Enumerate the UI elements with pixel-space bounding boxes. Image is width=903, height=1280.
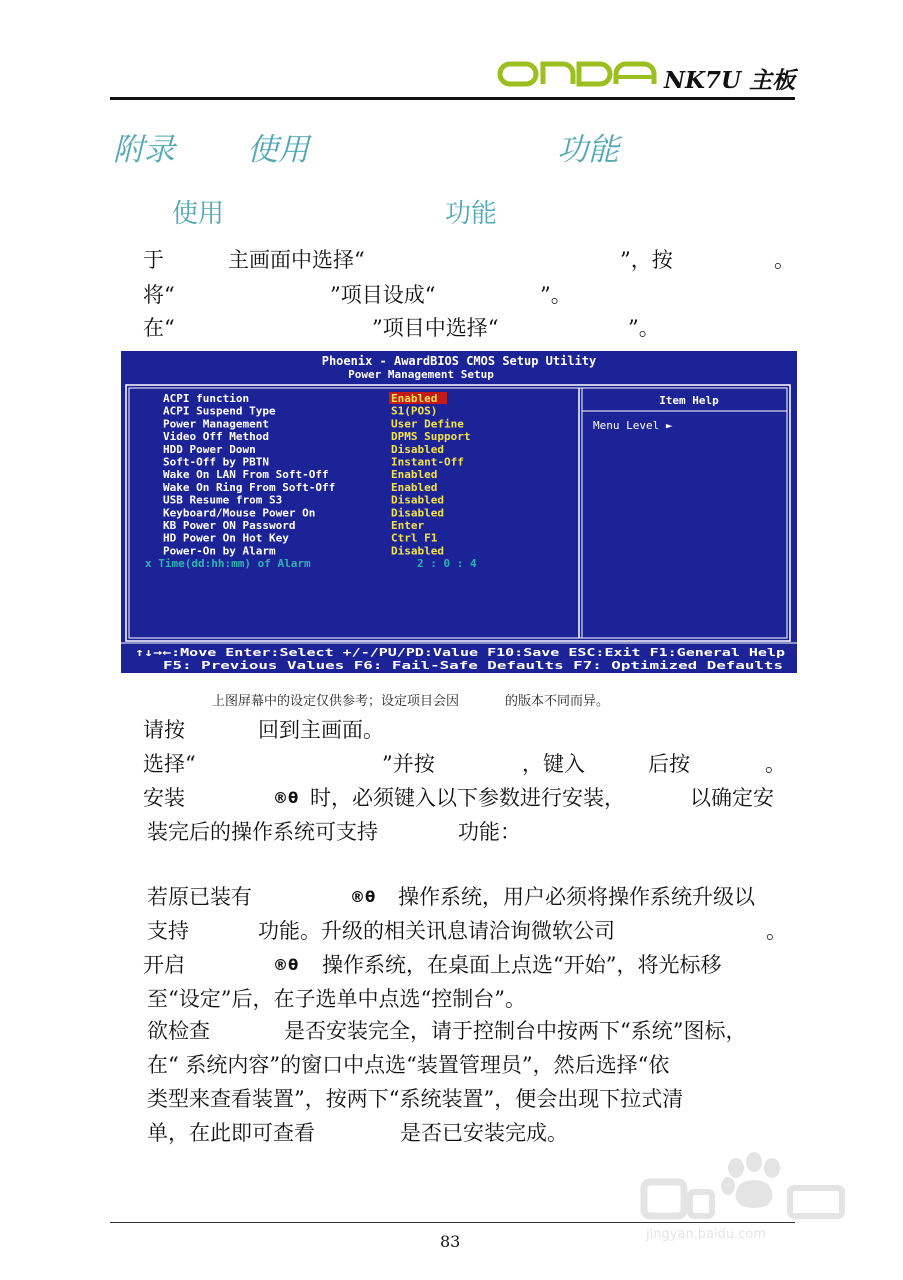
section-title-function: 功能	[445, 199, 498, 229]
text-segment: 后按	[648, 752, 690, 776]
bios-footer-keys: ↑↓→←:Move Enter:Select +/-/PU/PD:Value F10:Save ESC:Exit F1:General Help	[135, 646, 786, 659]
text-segment: 。	[765, 752, 786, 776]
text-segment: 。	[766, 919, 787, 943]
bios-setting-label: Wake On LAN From Soft-Off	[163, 468, 329, 482]
bios-setting-label: HD Power On Hot Key	[163, 531, 289, 545]
bios-setting-label: Power-On by Alarm	[163, 544, 276, 558]
bios-setting-value: 2 : 0 : 4	[417, 557, 477, 571]
bios-setting-label: Soft-Off by PBTN	[163, 455, 269, 469]
bios-setting-value: Enabled	[391, 392, 438, 405]
registered-mark: ®θ	[350, 888, 376, 906]
bios-setting-value: Ctrl F1	[391, 531, 438, 545]
text-segment: 装完后的操作系统可支持	[147, 820, 378, 844]
bios-setting-value: DPMS Support	[391, 430, 471, 444]
text-segment: 请按	[143, 718, 185, 742]
text-segment: ”，按	[620, 248, 673, 272]
footer-rule	[110, 1222, 795, 1223]
bios-setting-value: Disabled	[391, 442, 444, 456]
section-title-use: 使用	[172, 199, 225, 229]
bios-setting-label: ACPI function	[163, 392, 250, 405]
bios-setting-value: S1(POS)	[391, 404, 438, 418]
bios-setting-label: KB Power ON Password	[163, 519, 296, 532]
onda-logo	[497, 58, 657, 90]
text-segment: 回到主画面。	[258, 718, 384, 742]
caption-part-1: 上图屏幕中的设定仅供参考；设定项目会因	[212, 694, 460, 709]
text-segment: 于	[143, 248, 164, 272]
text-segment: 操作系统，用户必须将操作系统升级以	[398, 885, 755, 909]
board-model: NK7U 主板	[664, 67, 796, 94]
text-segment: 支持	[147, 919, 189, 943]
bios-setting-value: Disabled	[391, 493, 444, 507]
bios-title: Phoenix - AwardBIOS CMOS Setup Utility	[321, 354, 597, 368]
text-segment: 时，必须键入以下参数进行安装，	[310, 786, 625, 810]
bios-setting-value: Enabled	[391, 468, 438, 482]
registered-mark: ®θ	[273, 789, 299, 807]
bios-footer-defaults: F5: Previous Values F6: Fail-Safe Defaults F7: Optimized Defaults	[163, 659, 783, 672]
bios-setting-label: Keyboard/Mouse Power On	[163, 506, 316, 520]
bios-setting-label: HDD Power Down	[163, 442, 256, 456]
registered-mark: ®θ	[273, 956, 299, 974]
text-segment: ，键入	[522, 752, 585, 776]
figure-caption	[212, 690, 609, 709]
bios-setting-label: USB Resume from S3	[163, 493, 283, 507]
text-segment: 。	[774, 248, 795, 272]
bios-setting-value: Instant-Off	[391, 455, 464, 469]
bios-setting-value: User Define	[391, 417, 464, 431]
bios-setting-value: Disabled	[391, 544, 444, 558]
text-segment: ”。	[628, 316, 660, 340]
bios-setting-row[interactable]	[163, 468, 437, 481]
text-segment: ”。	[540, 283, 572, 307]
header-rule	[110, 97, 795, 100]
bios-setting-row[interactable]	[163, 481, 437, 494]
text-segment: 至“设定”后，在子选单中点选“控制台”。	[147, 987, 526, 1011]
text-segment: 功能。升级的相关讯息请洽询微软公司	[258, 919, 615, 943]
appendix-title-function: 功能	[557, 132, 619, 168]
text-segment: 类型来查看装置”，按两下“系统装置”，便会出现下拉式清	[147, 1087, 684, 1111]
caption-part-2: 的版本不同而异。	[505, 694, 610, 709]
text-segment: 是否已安装完成。	[400, 1121, 568, 1145]
text-segment: 若原已装有	[147, 885, 252, 909]
text-segment: 功能：	[458, 820, 521, 844]
text-segment: 单，在此即可查看	[147, 1121, 315, 1145]
bios-setting-label: Video Off Method	[163, 430, 269, 444]
bios-setting-value: Disabled	[391, 506, 444, 520]
bios-setting-label: Power Management	[163, 417, 269, 431]
bios-menu-level: Menu Level ►	[593, 419, 673, 432]
bios-setting-row[interactable]	[163, 506, 444, 519]
appendix-title-use: 使用	[247, 132, 309, 168]
bios-setting-label: x Time(dd:hh:mm) of Alarm	[145, 557, 311, 571]
text-segment: ”项目中选择“	[372, 316, 499, 340]
bios-subtitle: Power Management Setup	[348, 368, 494, 381]
text-segment: 是否安装完全，请于控制台中按两下“系统”图标，	[284, 1019, 747, 1043]
bios-setting-value: Enter	[391, 519, 425, 532]
text-segment: ”项目设成“	[330, 283, 436, 307]
appendix-title-prefix: 附录	[113, 132, 175, 168]
text-segment: 以确定安	[690, 786, 774, 810]
bios-item-help: Item Help	[659, 394, 719, 407]
bios-screenshot	[121, 351, 797, 673]
text-segment: 选择“	[143, 752, 196, 776]
text-segment: 在“	[143, 316, 175, 340]
svg-text:jingyan.baidu.com: jingyan.baidu.com	[646, 1227, 766, 1242]
bios-setting-label: Wake On Ring From Soft-Off	[163, 480, 336, 494]
baidu-jingyan-watermark	[640, 1148, 850, 1244]
text-segment: ”并按	[382, 752, 435, 776]
text-segment: 欲检查	[147, 1019, 210, 1043]
page-number: 83	[440, 1232, 461, 1251]
text-segment: 主画面中选择“	[228, 248, 365, 272]
text-segment: 开启	[143, 953, 185, 977]
bios-setting-value: Enabled	[391, 480, 438, 494]
text-segment: 在“ 系统内容”的窗口中点选“装置管理员”，然后选择“依	[147, 1053, 670, 1077]
text-segment: 安装	[143, 786, 185, 810]
text-segment: 将“	[143, 283, 175, 307]
text-segment: 操作系统，在桌面上点选“开始”，将光标移	[322, 953, 722, 977]
bios-setting-label: ACPI Suspend Type	[163, 404, 276, 418]
